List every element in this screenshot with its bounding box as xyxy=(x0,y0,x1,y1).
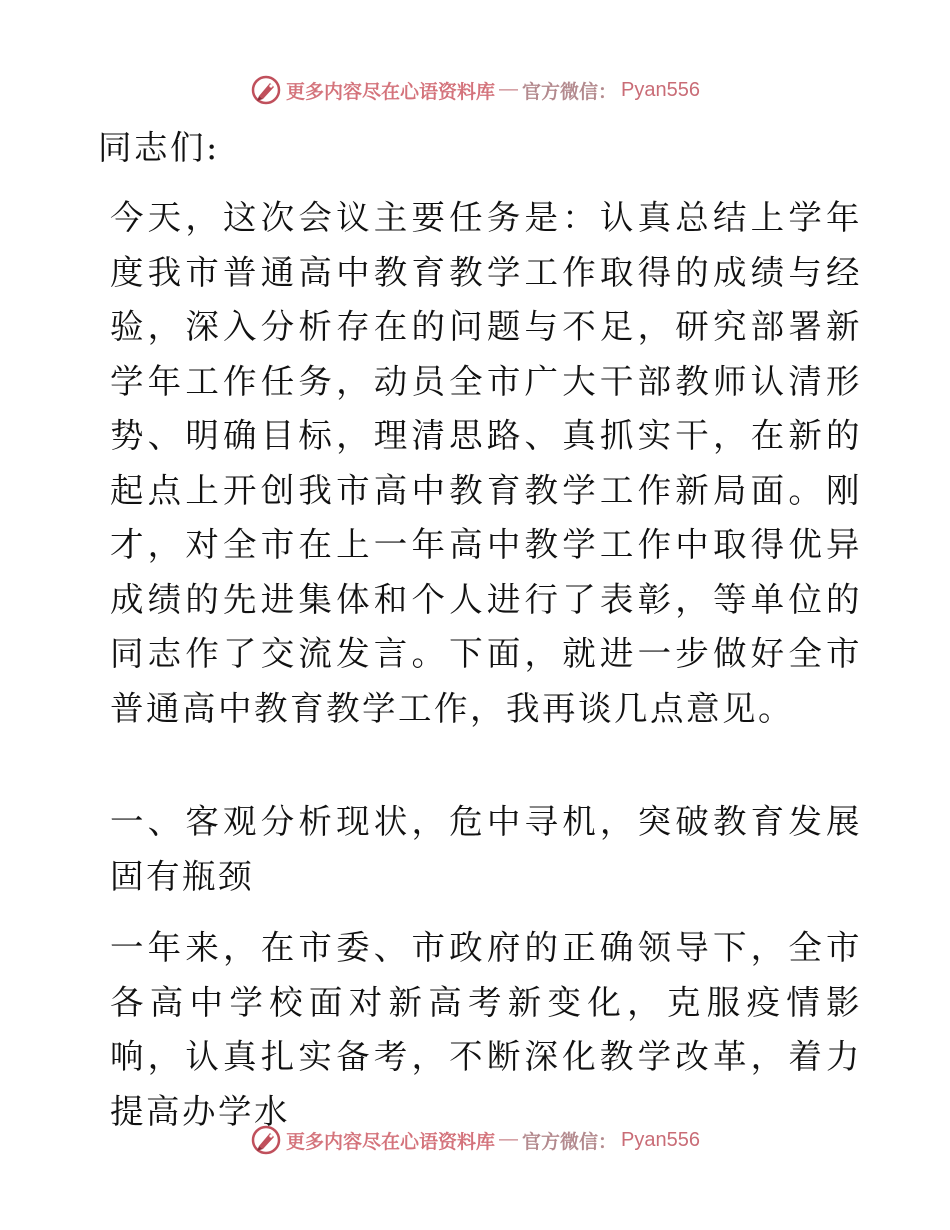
watermark-separator: — xyxy=(499,79,519,100)
paragraph-section-1: 一年来，在市委、市政府的正确领导下，全市各高中学校面对新高考新变化，克服疫情影响，认真扎实备考，不断深化教学改革，着力提高办学水 xyxy=(110,928,862,1131)
salutation: 同志们: xyxy=(98,128,220,167)
pen-logo-icon xyxy=(250,1124,282,1156)
pen-logo-icon xyxy=(250,74,282,106)
watermark-text: 更多内容尽在心语资料库 xyxy=(286,80,496,103)
watermark-wechat-label: 官方微信： xyxy=(522,80,618,103)
section-heading-1: 一、客观分析现状，危中寻机，突破教育发展固有瓶颈 xyxy=(110,802,862,896)
watermark-wechat-id: Pyan556 xyxy=(621,1128,700,1151)
watermark-separator: — xyxy=(499,1129,519,1150)
watermark-wechat-label: 官方微信： xyxy=(522,1130,618,1153)
watermark-wechat-id: Pyan556 xyxy=(621,78,700,101)
footer-watermark xyxy=(0,1122,950,1158)
header-watermark xyxy=(0,72,950,108)
paragraph-intro: 今天，这次会议主要任务是：认真总结上学年度我市普通高中教育教学工作取得的成绩与经验，深入分析存在的问题与不足，研究部署新学年工作任务，动员全市广大干部教师认清形势、明确目标，理清思路、真抓实干，在新的起点上开创我市高中教育教学工作新局面。刚才，对全市在上一年高中教学工作中取得优异成绩的先进集体和个人进行了表彰，等单位的同志作了交流发言。下面，就进一步做好全市普通高中教育教学工作，我再谈几点意见。 xyxy=(110,198,862,728)
watermark-text: 更多内容尽在心语资料库 xyxy=(286,1130,496,1153)
